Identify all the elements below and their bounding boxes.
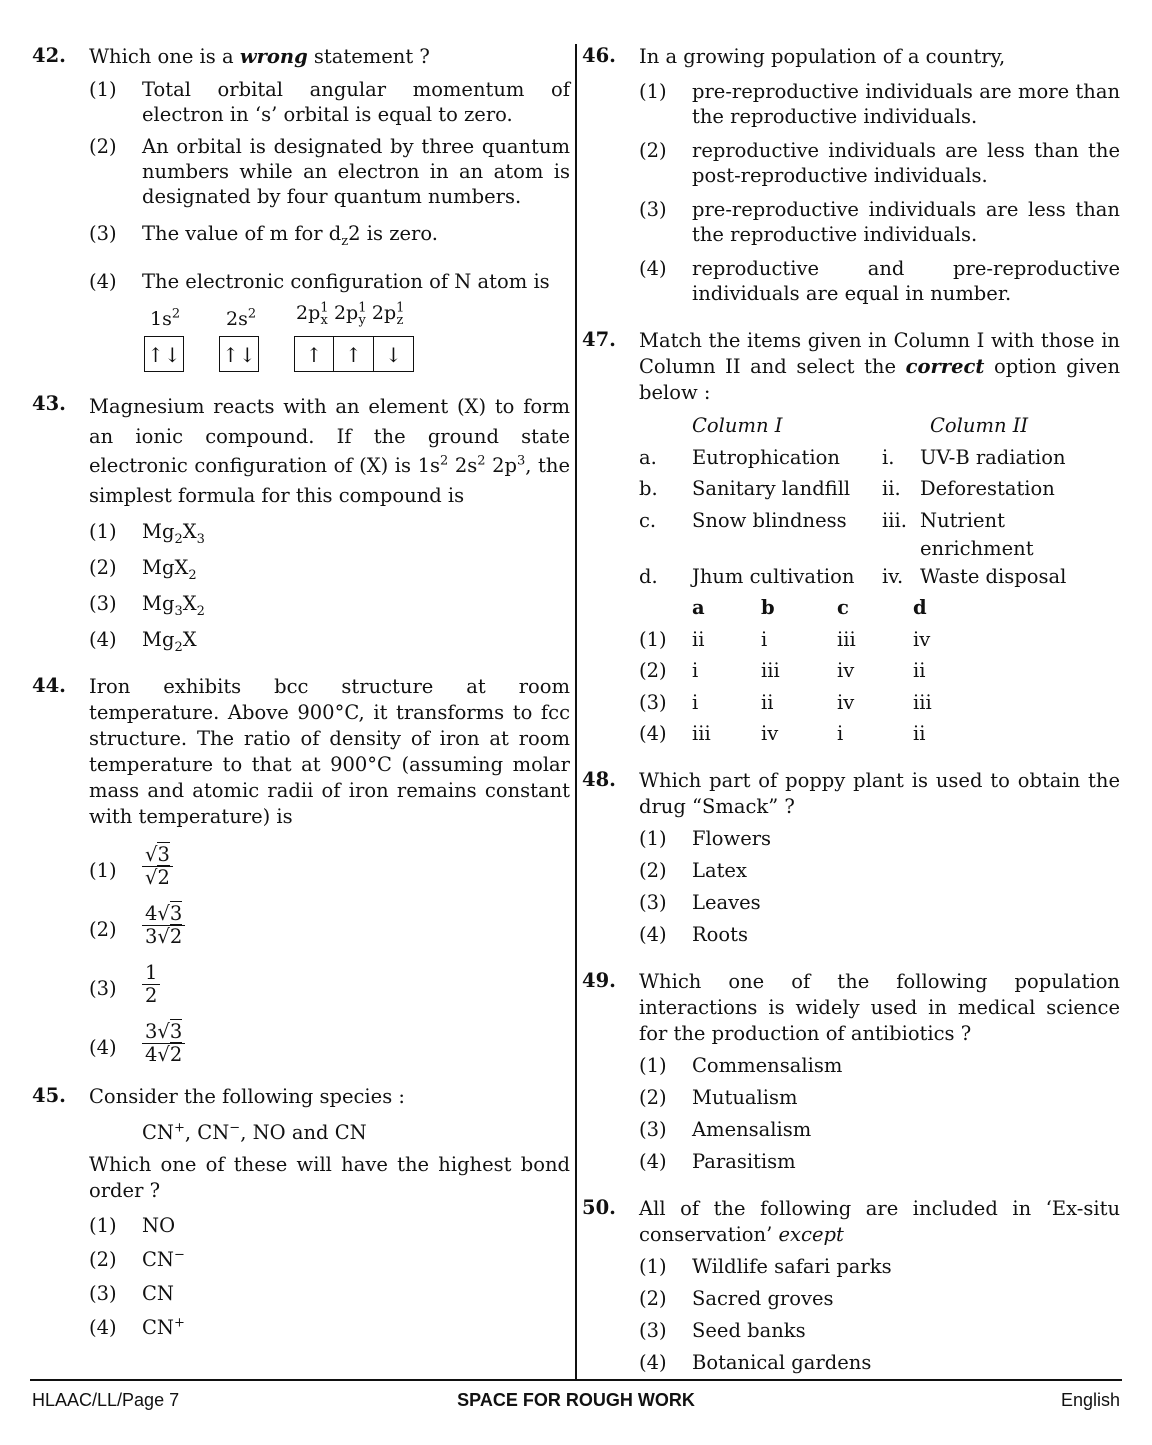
electron-configuration: $1s^2$ $2s^2$ $2p^1_x$ $2p^1_y$ $2p^1_z$ ↑↓ ↑↓ ↑ ↑ ↓: [144, 308, 570, 378]
orbital-box: ↑: [334, 336, 374, 372]
question-text: Iron exhibits bcc structure at room temperature. Above 900°C, it transforms to fcc structure. The ratio of density of iron at room temperature to that at 900°C (assuming molar mass and atomic radii of iron remains constant with temperature) is: [89, 675, 570, 828]
question-text: Match the items given in Column I with those in Column II and select the correct option given below :: [639, 329, 1121, 404]
option: (1) $Mg_2X_3$: [89, 520, 205, 547]
question-text: In a growing population of a country,: [639, 45, 1006, 68]
question-45: [32, 1084, 570, 1340]
table-row: b. Sanitary landfill ii. Deforestation: [639, 477, 1055, 500]
option: (3) Leaves: [639, 890, 761, 914]
option: (3) $\frac{1}{2}$: [89, 962, 570, 1007]
rough-work-label: SPACE FOR ROUGH WORK: [457, 1390, 695, 1410]
question-number: 47.: [582, 328, 616, 351]
option: (3) pre-reproductive individuals are less than the reproductive individuals.: [639, 198, 1120, 246]
option: (1) Flowers: [639, 826, 772, 850]
option: (1) Wildlife safari parks: [639, 1254, 892, 1278]
question-50: [582, 1196, 1120, 1375]
option: (2) Latex: [639, 858, 747, 882]
right-column: [582, 44, 1120, 1391]
orbital-box: ↑↓: [144, 336, 184, 372]
question-text: Which part of poppy plant is used to obtain the drug “Smack” ?: [639, 768, 1120, 818]
table-row: d. Jhum cultivation iv. Waste disposal: [639, 564, 1067, 588]
table-row: (1) ii i iii iv: [639, 627, 931, 651]
page-id: HLAAC/LL/Page 7: [32, 1390, 180, 1410]
question-text: Which one is a wrong statement ?: [89, 45, 430, 68]
match-table: Column I Column II a. Eutrophication i. UV-B radiation b. Sanitary landfill ii. Deforestation c. Snow blindness iii. Nutrient enrichment d. Jhum cultivation iv. Waste disposal: [639, 412, 1110, 594]
table-row: (4) iii iv i ii: [639, 722, 926, 745]
orbital-box: ↓: [374, 336, 414, 372]
option: (4) Botanical gardens: [639, 1350, 872, 1374]
question-number: 42.: [32, 44, 66, 67]
option: (1) Total orbital angular momentum of electron in ‘s’ orbital is equal to zero.: [89, 78, 570, 126]
option: (4) reproductive and pre-reproductive individuals are equal in number.: [639, 257, 1120, 305]
question-number: 50.: [582, 1195, 616, 1219]
question-42: [32, 44, 570, 378]
species-list: CN+, CN−, NO and CN: [142, 1120, 367, 1144]
option: (2) reproductive individuals are less than the post-reproductive individuals.: [639, 139, 1120, 187]
question-number: 45.: [32, 1084, 66, 1107]
option: (4) CN+: [89, 1315, 185, 1339]
option: (3) Amensalism: [639, 1117, 812, 1141]
option: (3) $Mg_3X_2$: [89, 592, 205, 619]
option: (1) $\frac{√3}{√2}$: [89, 844, 570, 889]
option: (1) pre-reproductive individuals are more than the reproductive individuals.: [639, 80, 1120, 128]
option: (3) The value of m for $d_z2$ is zero.: [89, 222, 438, 249]
orbital-box: ↑: [294, 336, 334, 372]
table-row: (3) i ii iv iii: [639, 690, 932, 714]
question-48: [582, 768, 1120, 947]
question-47: [582, 328, 1120, 752]
option: (2) MgX$_2$: [89, 556, 197, 583]
footer-rule: [30, 1379, 1122, 1381]
option: (2) $\frac{4√3}{3√2}$: [89, 903, 570, 948]
question-43: [32, 392, 570, 655]
option: (4) Parasitism: [639, 1149, 796, 1173]
left-column: [32, 44, 570, 1356]
language-label: English: [1060, 1390, 1120, 1410]
question-44: [32, 674, 570, 1066]
question-number: 44.: [32, 674, 66, 697]
column-divider: [575, 44, 577, 1380]
question-text: Consider the following species :: [89, 1085, 405, 1108]
option: (3) Seed banks: [639, 1318, 806, 1342]
option: (2) Sacred groves: [639, 1286, 834, 1310]
option: (1) Commensalism: [639, 1053, 843, 1077]
answer-table: a b c d (1) ii i iii iv (2) i iii iv ii (3) i ii iv iii (4) iii iv i ii: [639, 594, 932, 752]
option: (2) Mutualism: [639, 1085, 798, 1109]
table-row: c. Snow blindness iii. Nutrient enrichment: [639, 508, 1034, 560]
question-number: 48.: [582, 767, 616, 791]
option: (4) $\frac{3√3}{4√2}$: [89, 1021, 570, 1066]
table-row: a. Eutrophication i. UV-B radiation: [639, 445, 1066, 469]
question-number: 46.: [582, 44, 616, 67]
table-row: (2) i iii iv ii: [639, 659, 926, 682]
option: (1) NO: [89, 1214, 176, 1237]
option: (2) An orbital is designated by three quantum numbers while an electron in an atom is designated by four quantum numbers.: [89, 135, 570, 208]
question-text: Magnesium reacts with an element (X) to form an ionic compound. If the ground state electronic configuration of (X) is $1s^2$ $2s^2$ $2p^3$, the simplest formula for this compound is: [89, 395, 570, 507]
question-49: [582, 969, 1120, 1174]
option: (2) CN−: [89, 1247, 185, 1271]
question-number: 49.: [582, 968, 616, 992]
option: (3) CN: [89, 1282, 174, 1305]
option: (4) $Mg_2X$: [89, 628, 197, 655]
question-46: [582, 44, 1120, 306]
option: (4) The electronic configuration of N atom is: [89, 270, 550, 293]
question-text: Which one of the following population interactions is widely used in medical science for the production of antibiotics ?: [639, 969, 1120, 1045]
question-text-2: Which one of these will have the highest bond order ?: [89, 1153, 570, 1202]
option: (4) Roots: [639, 922, 749, 946]
orbital-box: ↑↓: [219, 336, 259, 372]
question-number: 43.: [32, 392, 66, 415]
question-text: All of the following are included in ‘Ex-situ conservation’ except: [639, 1196, 1120, 1246]
